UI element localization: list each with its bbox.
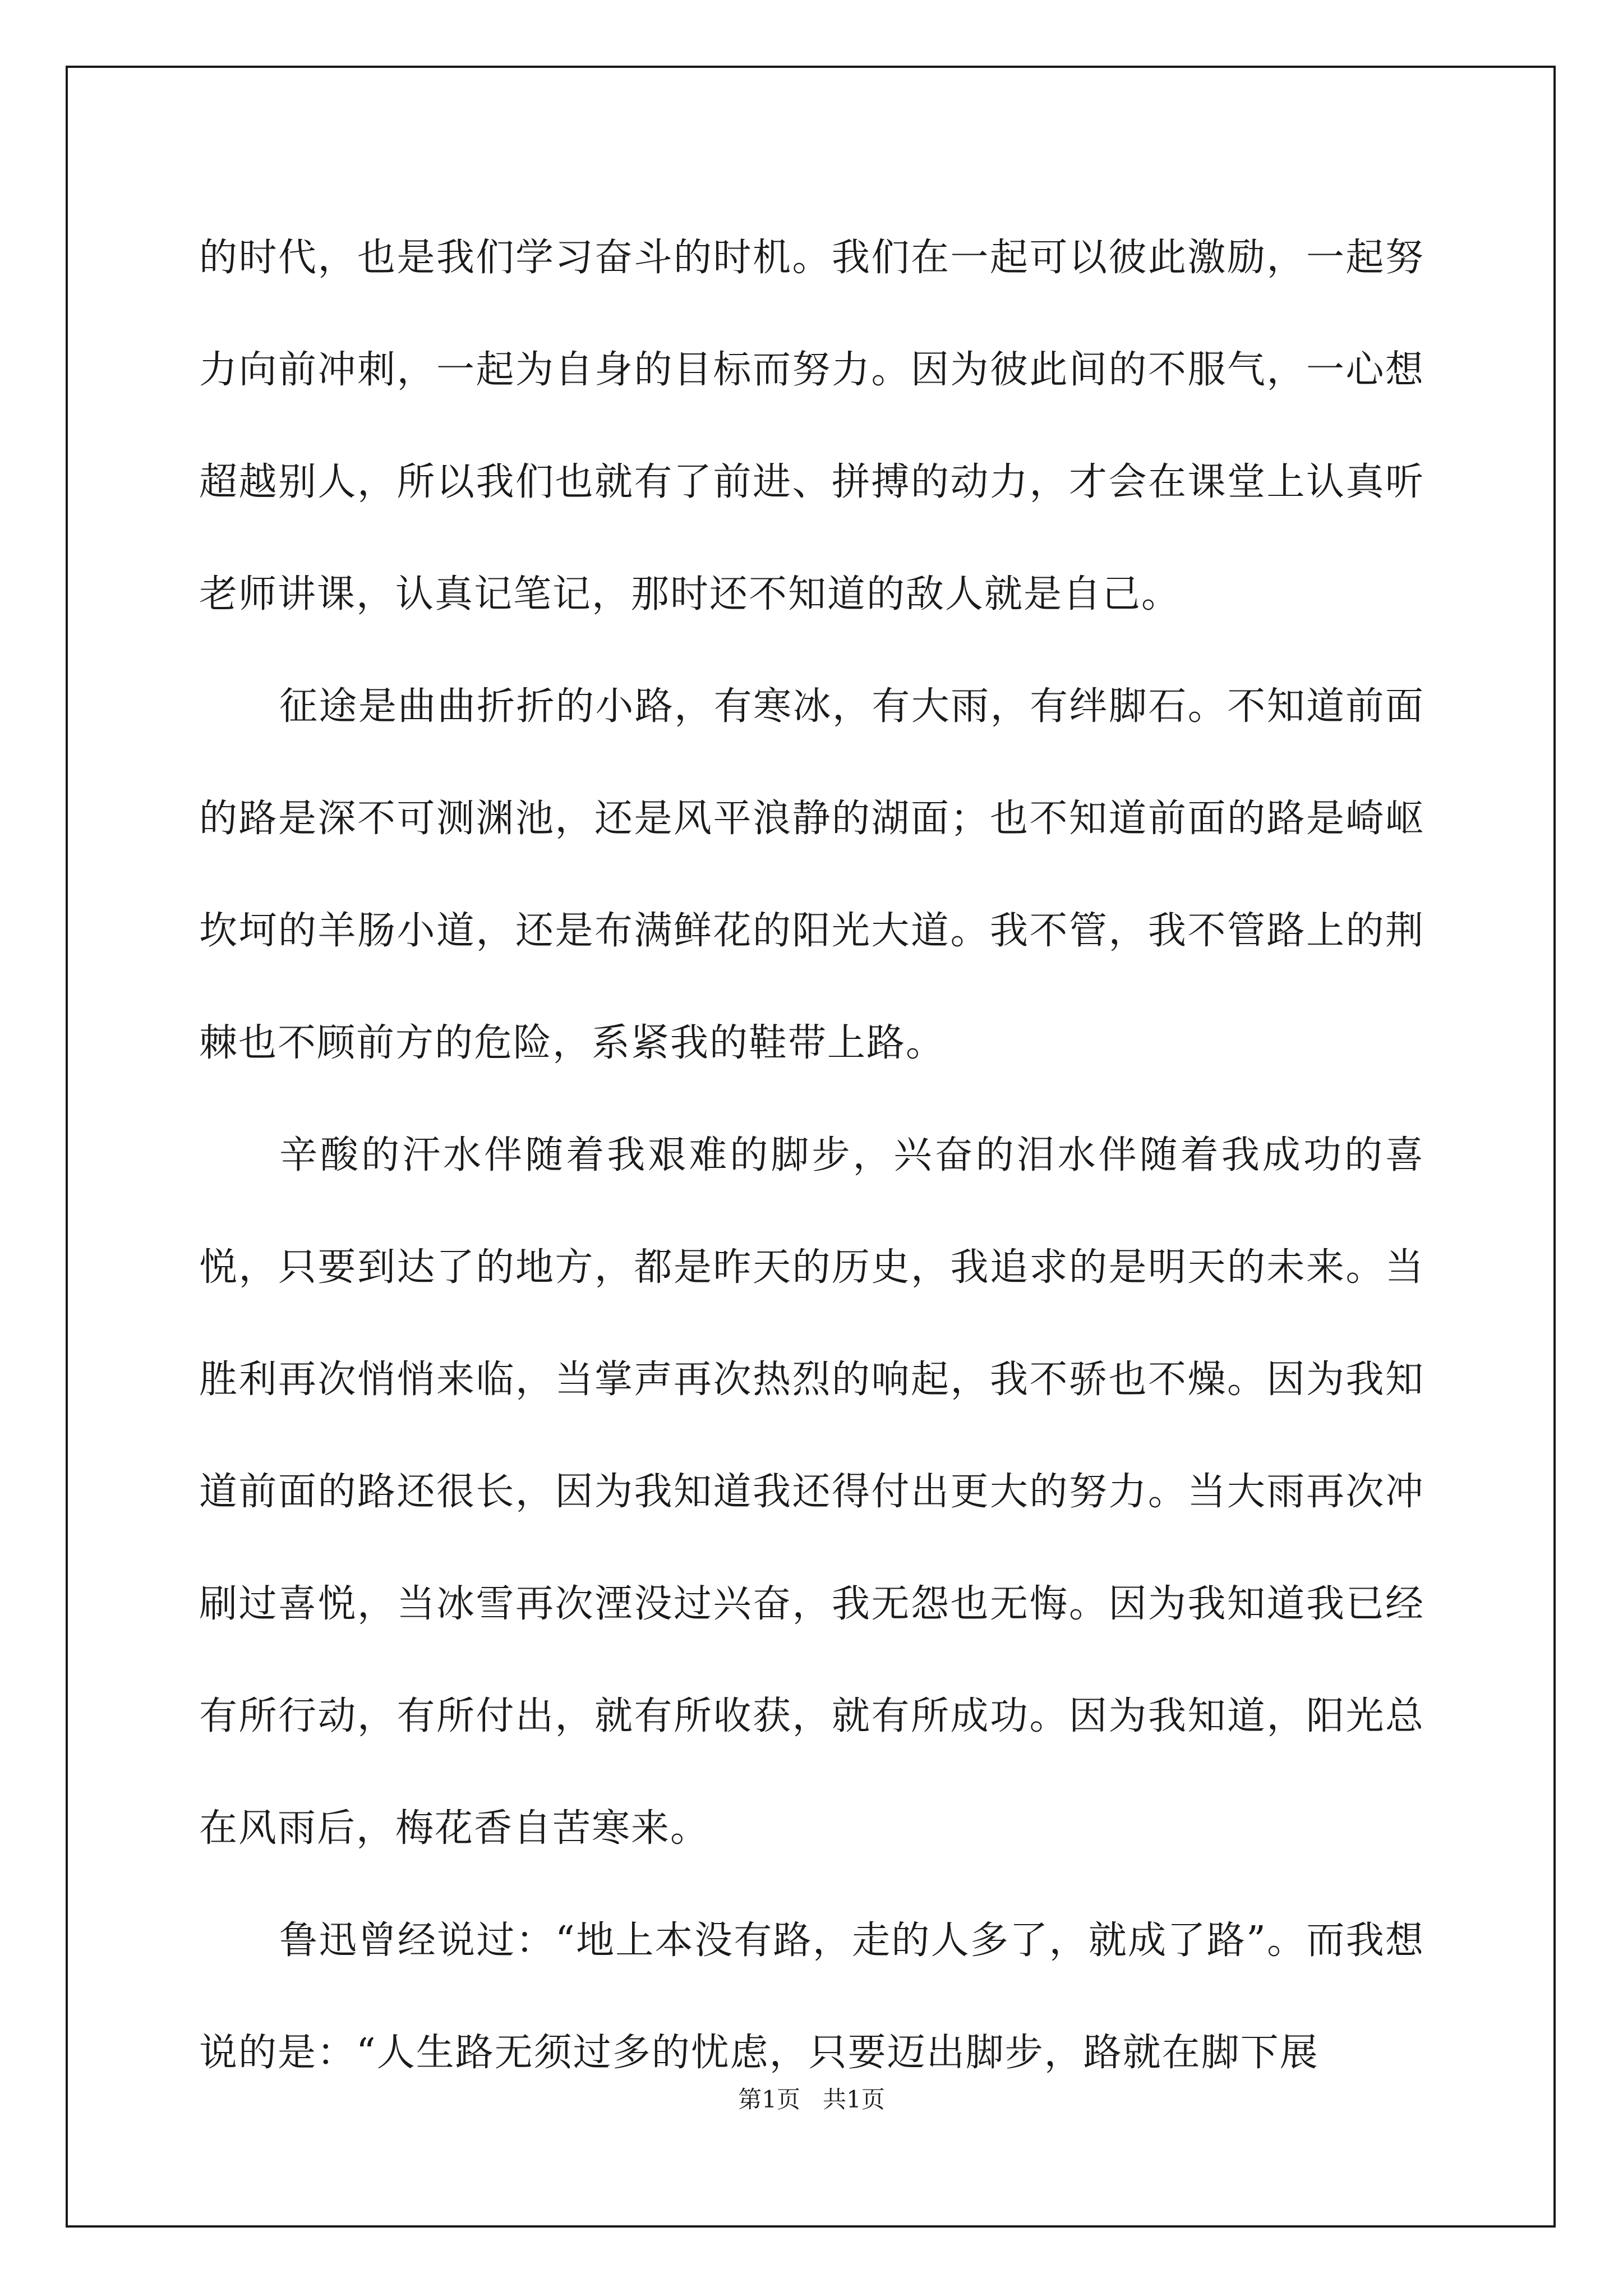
document-body (199, 202, 1424, 2109)
page-number-footer: 第1页 共1页 (738, 2086, 885, 2113)
paragraph-4: 鲁迅曾经说过：“地上本没有路，走的人多了，就成了路”。而我想说的是：“人生路无须过多的忧虑，只要迈出脚步，路就在脚下展 (199, 1918, 1424, 2075)
paragraph-2: 征途是曲曲折折的小路，有寒冰，有大雨，有绊脚石。不知道前面的路是深不可测渊池，还是风平浪静的湖面；也不知道前面的路是崎岖坎坷的羊肠小道，还是布满鲜花的阳光大道。我不管，我不管路上的荆棘也不顾前方的危险，系紧我的鞋带上路。 (199, 684, 1424, 1065)
paragraph-3: 辛酸的汗水伴随着我艰难的脚步，兴奋的泪水伴随着我成功的喜悦，只要到达了的地方，都是昨天的历史，我追求的是明天的未来。当胜利再次悄悄来临，当掌声再次热烈的响起，我不骄也不燥。因为我知道前面的路还很长，因为我知道我还得付出更大的努力。当大雨再次冲刷过喜悦，当冰雪再次湮没过兴奋，我无怨也无悔。因为我知道我已经有所行动，有所付出，就有所收获，就有所成功。因为我知道，阳光总在风雨后，梅花香自苦寒来。 (199, 1133, 1424, 1851)
paragraph-1: 的时代，也是我们学习奋斗的时机。我们在一起可以彼此激励，一起努力向前冲刺，一起为自身的目标而努力。因为彼此间的不服气，一心想超越别人，所以我们也就有了前进、拼搏的动力，才会在课堂上认真听老师讲课，认真记笔记，那时还不知道的敌人就是自己。 (199, 236, 1424, 616)
